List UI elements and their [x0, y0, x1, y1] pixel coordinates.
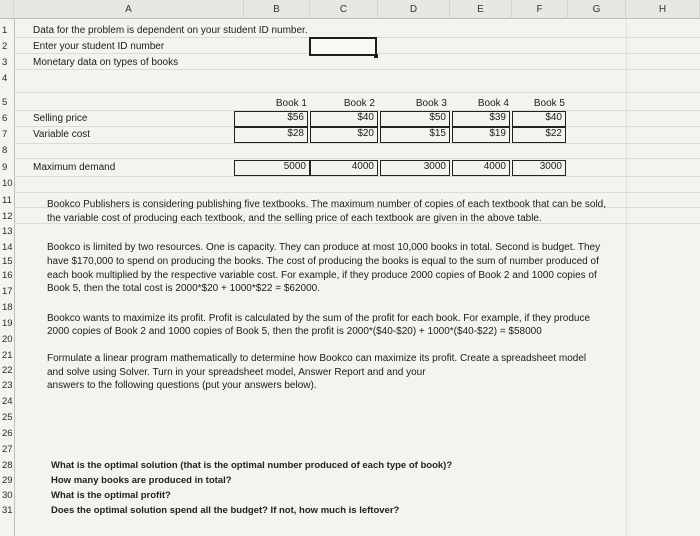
row-header-12[interactable]: 12 [2, 211, 13, 222]
row-header-28[interactable]: 28 [2, 460, 13, 471]
grid-line [14, 192, 700, 193]
column-header-c[interactable]: C [310, 0, 378, 19]
selling-price-book-5[interactable]: $40 [512, 111, 566, 127]
paragraph-line-21[interactable]: and solve using Solver. Turn in your spreadsheet model, Answer Report and and your [47, 367, 426, 378]
cell-a1[interactable]: Data for the problem is dependent on your student ID number. [33, 25, 308, 36]
question-29[interactable]: What is the optimal profit? [51, 490, 171, 501]
column-header-h[interactable]: H [626, 0, 700, 19]
fill-handle[interactable] [374, 54, 378, 58]
row-header-21[interactable]: 21 [2, 350, 13, 361]
row-header-22[interactable]: 22 [2, 365, 13, 376]
row-header-30[interactable]: 30 [2, 490, 13, 501]
column-header-b[interactable]: B [244, 0, 310, 19]
grid-line [14, 19, 15, 536]
row-header-2[interactable]: 2 [2, 41, 8, 52]
row-header-10[interactable]: 10 [2, 178, 13, 189]
book-header-1[interactable]: Book 1 [275, 98, 307, 109]
row-header-7[interactable]: 7 [2, 129, 8, 140]
selling-price-book-3[interactable]: $50 [380, 111, 450, 127]
column-header-d[interactable]: D [378, 0, 450, 19]
paragraph-line-22[interactable]: answers to the following questions (put your answers below). [47, 380, 317, 391]
variable-cost-book-4[interactable]: $19 [452, 127, 510, 143]
paragraph-line-18[interactable]: 2000 copies of Book 2 and 1000 copies of Book 5, then the profit is 2000*($40-$20) + 1000*($40-$22) = $58000 [47, 326, 542, 337]
variable-cost-book-2[interactable]: $20 [310, 127, 378, 143]
book-header-3[interactable]: Book 3 [415, 98, 447, 109]
row-header-6[interactable]: 6 [2, 113, 8, 124]
row-header-31[interactable]: 31 [2, 505, 13, 516]
row-header-13[interactable]: 13 [2, 226, 13, 237]
selling-price-book-1[interactable]: $56 [234, 111, 308, 127]
student-id-input[interactable] [309, 37, 377, 56]
max-demand-book-3[interactable]: 3000 [380, 160, 450, 176]
row-header-5[interactable]: 5 [2, 97, 8, 108]
row-header-14[interactable]: 14 [2, 242, 13, 253]
variable-cost-book-3[interactable]: $15 [380, 127, 450, 143]
row-header-9[interactable]: 9 [2, 162, 8, 173]
max-demand-book-1[interactable]: 5000 [234, 160, 310, 176]
paragraph-line-10[interactable]: Bookco Publishers is considering publishing five textbooks. The maximum number of copies of each textbook that can be sold, [47, 199, 607, 210]
grid-line [14, 69, 700, 70]
label-maximum-demand[interactable]: Maximum demand [33, 162, 116, 173]
row-header-3[interactable]: 3 [2, 57, 8, 68]
book-header-5[interactable]: Book 5 [533, 98, 565, 109]
row-header-23[interactable]: 23 [2, 380, 13, 391]
row-header-24[interactable]: 24 [2, 396, 13, 407]
cell-a3[interactable]: Monetary data on types of books [33, 57, 179, 68]
grid-line [14, 143, 700, 144]
question-27[interactable]: What is the optimal solution (that is the optimal number produced of each type of book)? [51, 460, 453, 471]
row-header-19[interactable]: 19 [2, 318, 13, 329]
paragraph-line-13[interactable]: Bookco is limited by two resources. One is capacity. They can produce at most 10,000 books in total. Second is budget. They [47, 242, 601, 253]
row-header-15[interactable]: 15 [2, 256, 13, 267]
max-demand-book-2[interactable]: 4000 [310, 160, 378, 176]
max-demand-book-5[interactable]: 3000 [512, 160, 566, 176]
paragraph-line-16[interactable]: Book 5, then the total cost is 2000*$20 + 1000*$22 = $62000. [47, 283, 320, 294]
max-demand-book-4[interactable]: 4000 [452, 160, 510, 176]
column-header-g[interactable]: G [568, 0, 626, 19]
row-header-17[interactable]: 17 [2, 286, 13, 297]
selling-price-book-2[interactable]: $40 [310, 111, 378, 127]
cell-a2[interactable]: Enter your student ID number [33, 41, 165, 52]
paragraph-line-20[interactable]: Formulate a linear program mathematically to determine how Bookco can maximize its profit. Create a spreadsheet model [47, 353, 587, 364]
paragraph-line-14[interactable]: have $170,000 to spend on producing the books. The cost of producing the books is equal to the sum of number produced of [47, 256, 599, 267]
paragraph-line-17[interactable]: Bookco wants to maximize its profit. Profit is calculated by the sum of the profit for each book. For example, if they produce [47, 313, 591, 324]
variable-cost-book-1[interactable]: $28 [234, 127, 308, 143]
row-header-20[interactable]: 20 [2, 334, 13, 345]
row-header-16[interactable]: 16 [2, 270, 13, 281]
paragraph-line-15[interactable]: each book multiplied by the respective variable cost. For example, if they produce 2000 copies of Book 2 and 1000 copies of [47, 270, 597, 281]
grid-line [14, 158, 700, 159]
corner-cell[interactable] [0, 0, 14, 19]
question-30[interactable]: Does the optimal solution spend all the budget? If not, how much is leftover? [51, 505, 400, 516]
grid-line [626, 19, 627, 536]
book-header-4[interactable]: Book 4 [477, 98, 509, 109]
row-header-11[interactable]: 11 [2, 195, 12, 206]
column-header-a[interactable]: A [14, 0, 244, 19]
column-header-e[interactable]: E [450, 0, 512, 19]
question-28[interactable]: How many books are produced in total? [51, 475, 232, 486]
row-header-4[interactable]: 4 [2, 73, 8, 84]
paragraph-line-11[interactable]: the variable cost of producing each textbook, and the selling price of each textbook are given in the above table. [47, 213, 542, 224]
row-header-25[interactable]: 25 [2, 412, 13, 423]
row-header-26[interactable]: 26 [2, 428, 13, 439]
row-header-18[interactable]: 18 [2, 302, 13, 313]
selling-price-book-4[interactable]: $39 [452, 111, 510, 127]
row-header-1[interactable]: 1 [2, 25, 8, 36]
label-variable-cost[interactable]: Variable cost [33, 129, 91, 140]
row-header-8[interactable]: 8 [2, 145, 8, 156]
label-selling-price[interactable]: Selling price [33, 113, 88, 124]
grid-line [14, 176, 700, 177]
row-header-29[interactable]: 29 [2, 475, 13, 486]
variable-cost-book-5[interactable]: $22 [512, 127, 566, 143]
row-header-27[interactable]: 27 [2, 444, 13, 455]
column-header-f[interactable]: F [512, 0, 568, 19]
book-header-2[interactable]: Book 2 [343, 98, 375, 109]
grid-line [14, 92, 700, 93]
